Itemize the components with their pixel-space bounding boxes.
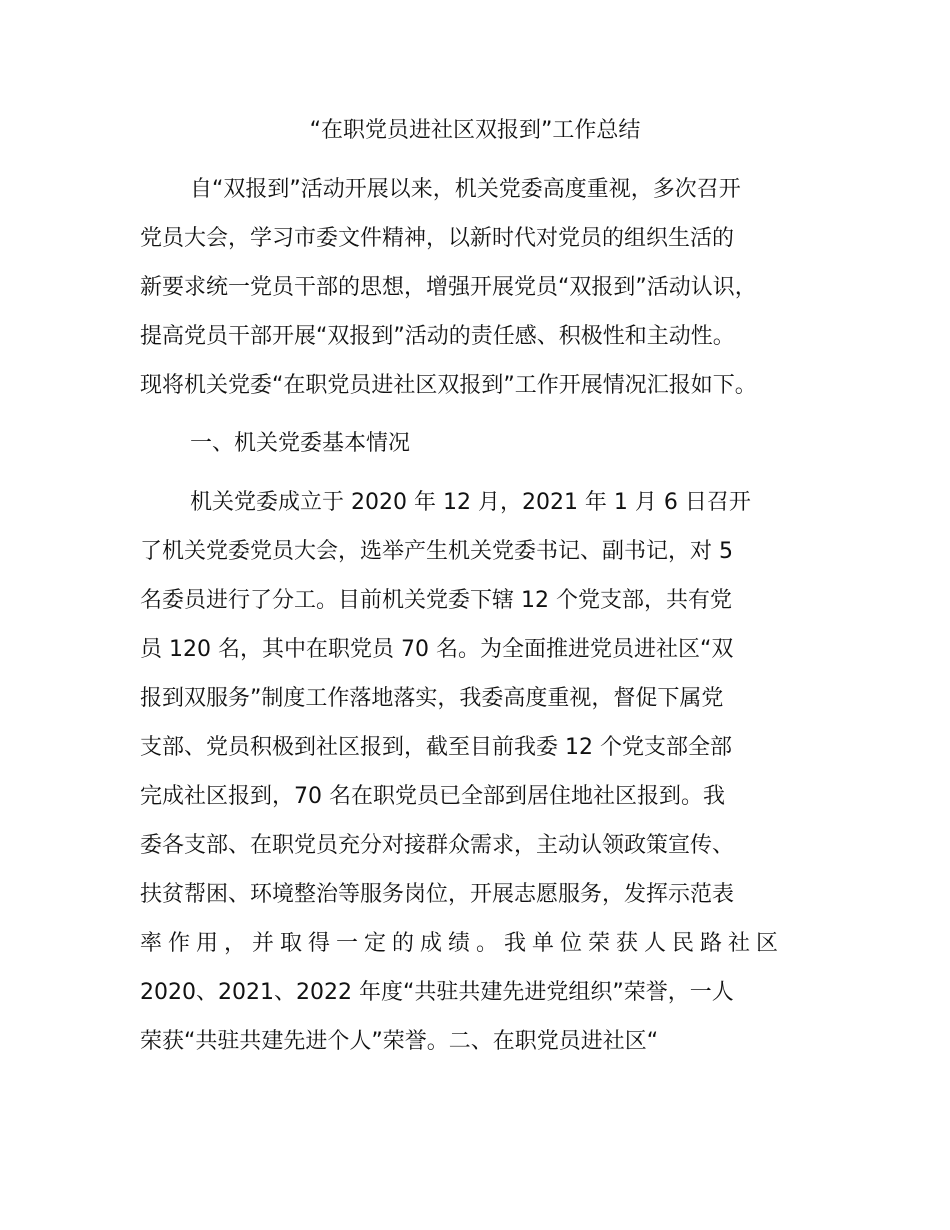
document-title: “在职党员进社区双报到”工作总结	[309, 118, 641, 143]
paragraph-line: 完成社区报到，70 名在职党员已全部到居住地社区报到。我	[140, 784, 725, 809]
section-heading: 一、机关党委基本情况	[190, 431, 411, 456]
paragraph-line: 委各支部、在职党员充分对接群众需求，主动认领政策宣传、	[140, 833, 735, 858]
paragraph-line: 机关党委成立于 2020 年 12 月，2021 年 1 月 6 日召开	[190, 490, 751, 515]
paragraph-line: 员 120 名，其中在职党员 70 名。为全面推进党员进社区“双	[140, 637, 734, 662]
paragraph-line: 扶贫帮困、环境整治等服务岗位，开展志愿服务，发挥示范表	[140, 882, 735, 907]
paragraph-line: 率作用，并取得一定的成绩。我单位荣获人民路社区	[140, 931, 785, 956]
paragraph-line: 自“双报到”活动开展以来，机关党委高度重视，多次召开	[190, 177, 741, 202]
paragraph-line: 名委员进行了分工。目前机关党委下辖 12 个党支部，共有党	[140, 588, 732, 613]
paragraph-line: 支部、党员积极到社区报到，截至目前我委 12 个党支部全部	[140, 735, 732, 760]
paragraph-line: 新要求统一党员干部的思想，增强开展党员“双报到”活动认识，	[140, 275, 757, 300]
paragraph-line: 报到双服务”制度工作落地落实，我委高度重视，督促下属党	[140, 686, 724, 711]
paragraph-line: 2020、2021、2022 年度“共驻共建先进党组织”荣誉，一人	[140, 980, 734, 1005]
paragraph-line: 提高党员干部开展“双报到”活动的责任感、积极性和主动性。	[140, 324, 735, 349]
paragraph-line: 了机关党委党员大会，选举产生机关党委书记、副书记，对 5	[140, 539, 733, 564]
paragraph-line: 荣获“共驻共建先进个人”荣誉。二、在职党员进社区“	[140, 1029, 659, 1054]
paragraph-line: 党员大会，学习市委文件精神，以新时代对党员的组织生活的	[140, 226, 735, 251]
paragraph-line: 现将机关党委“在职党员进社区双报到”工作开展情况汇报如下。	[140, 373, 757, 398]
